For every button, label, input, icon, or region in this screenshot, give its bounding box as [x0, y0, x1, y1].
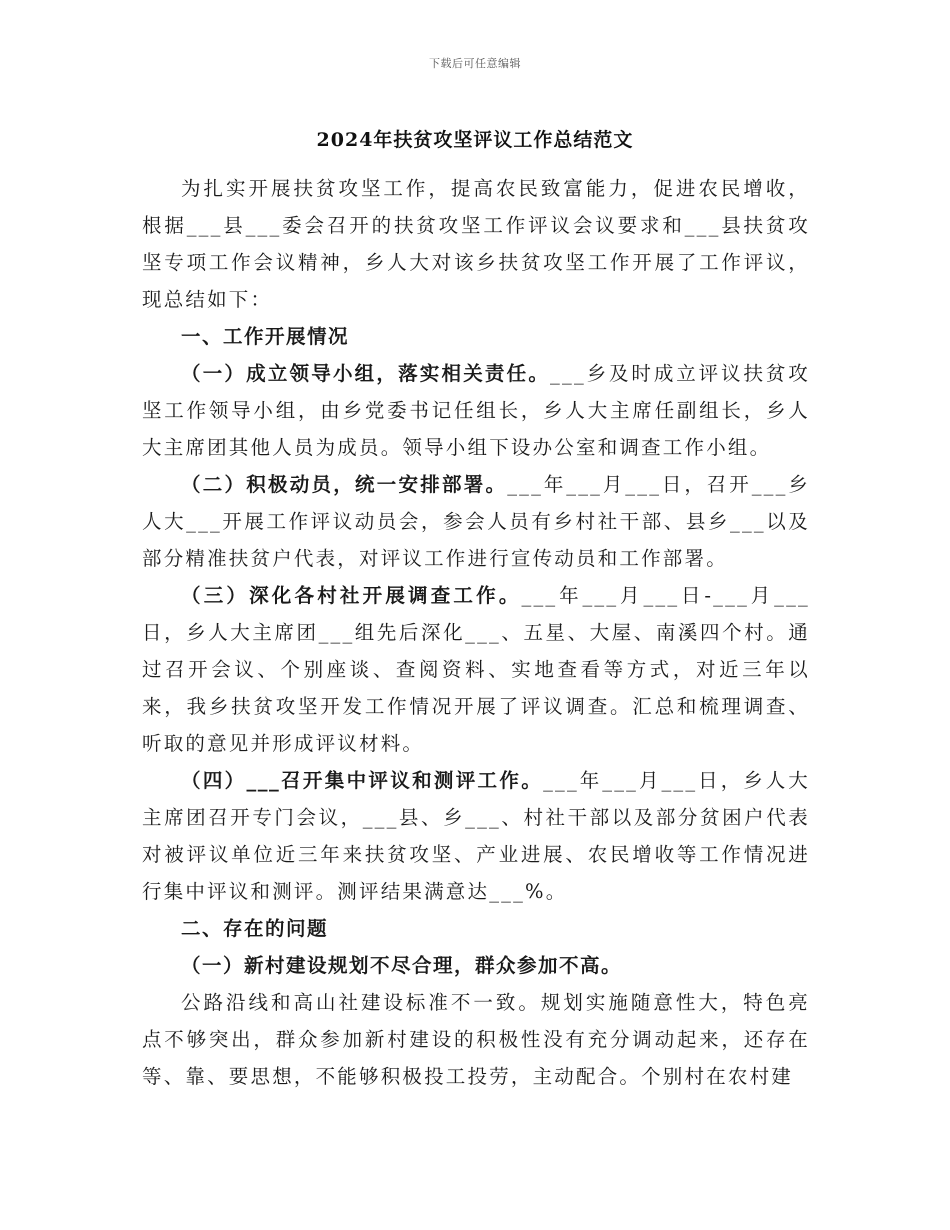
- section-heading-2: 二、存在的问题: [181, 917, 329, 940]
- document-body: [142, 170, 810, 1095]
- item-text-3: ___年___月___日-___月___日，乡人大主席团___组先后深化___、五星、大屋、南溪四个村。通过召开会议、个别座谈、查阅资料、实地查看等方式，对近三年以来，我乡扶贫攻坚开发工作情况开展了评议调查。汇总和梳理调查、听取的意见并形成评议材料。: [142, 584, 810, 755]
- item-text-4: ___年___月___日，乡人大主席团召开专门会议，___县、乡___、村社干部以及部分贫困户代表对被评议单位近三年来扶贫攻坚、产业进展、农民增收等工作情况进行集中评议和测评。测评结果满意达___%。: [142, 769, 810, 903]
- page-header-note: 下载后可任意编辑: [429, 57, 521, 70]
- item-lead-3: （三）深化各村社开展调查工作。: [181, 584, 522, 607]
- section-heading-1: 一、工作开展情况: [181, 325, 350, 348]
- paragraph-section2-text: 公路沿线和高山社建设标准不一致。规划实施随意性大，特色亮点不够突出，群众参加新村建设的积极性没有充分调动起来，还存在等、靠、要思想，不能够积极投工投劳，主动配合。个别村在农村建: [142, 991, 810, 1088]
- paragraph-item-2: [142, 466, 810, 577]
- item-text-2: ___年___月___日，召开___乡人大___开展工作评议动员会，参会人员有乡村社干部、县乡___以及部分精准扶贫户代表，对评议工作进行宣传动员和工作部署。: [142, 473, 810, 570]
- intro-paragraph: 为扎实开展扶贫攻坚工作，提高农民致富能力，促进农民增收，根据___县___委会召开的扶贫攻坚工作评议会议要求和___县扶贫攻坚专项工作会议精神，乡人大对该乡扶贫攻坚工作开展了工作评议，现总结如下：: [142, 177, 810, 311]
- sub-heading-2-1: （一）新村建设规划不尽合理，群众参加不高。: [181, 954, 623, 977]
- item-lead-2: （二）积极动员，统一安排部署。: [181, 473, 508, 496]
- document-title: 2024年扶贫攻坚评议工作总结范文: [316, 129, 634, 151]
- item-lead-4: （四）___召开集中评议和测评工作。: [181, 769, 544, 792]
- item-text-1: ___乡及时成立评议扶贫攻坚工作领导小组，由乡党委书记任组长，乡人大主席任副组长，乡人大主席团其他人员为成员。领导小组下设办公室和调查工作小组。: [142, 362, 810, 459]
- paragraph-item-1: [142, 355, 810, 466]
- item-lead-1: （一）成立领导小组，落实相关责任。: [181, 362, 551, 385]
- paragraph-item-3: [142, 577, 810, 762]
- paragraph-item-4: [142, 762, 810, 910]
